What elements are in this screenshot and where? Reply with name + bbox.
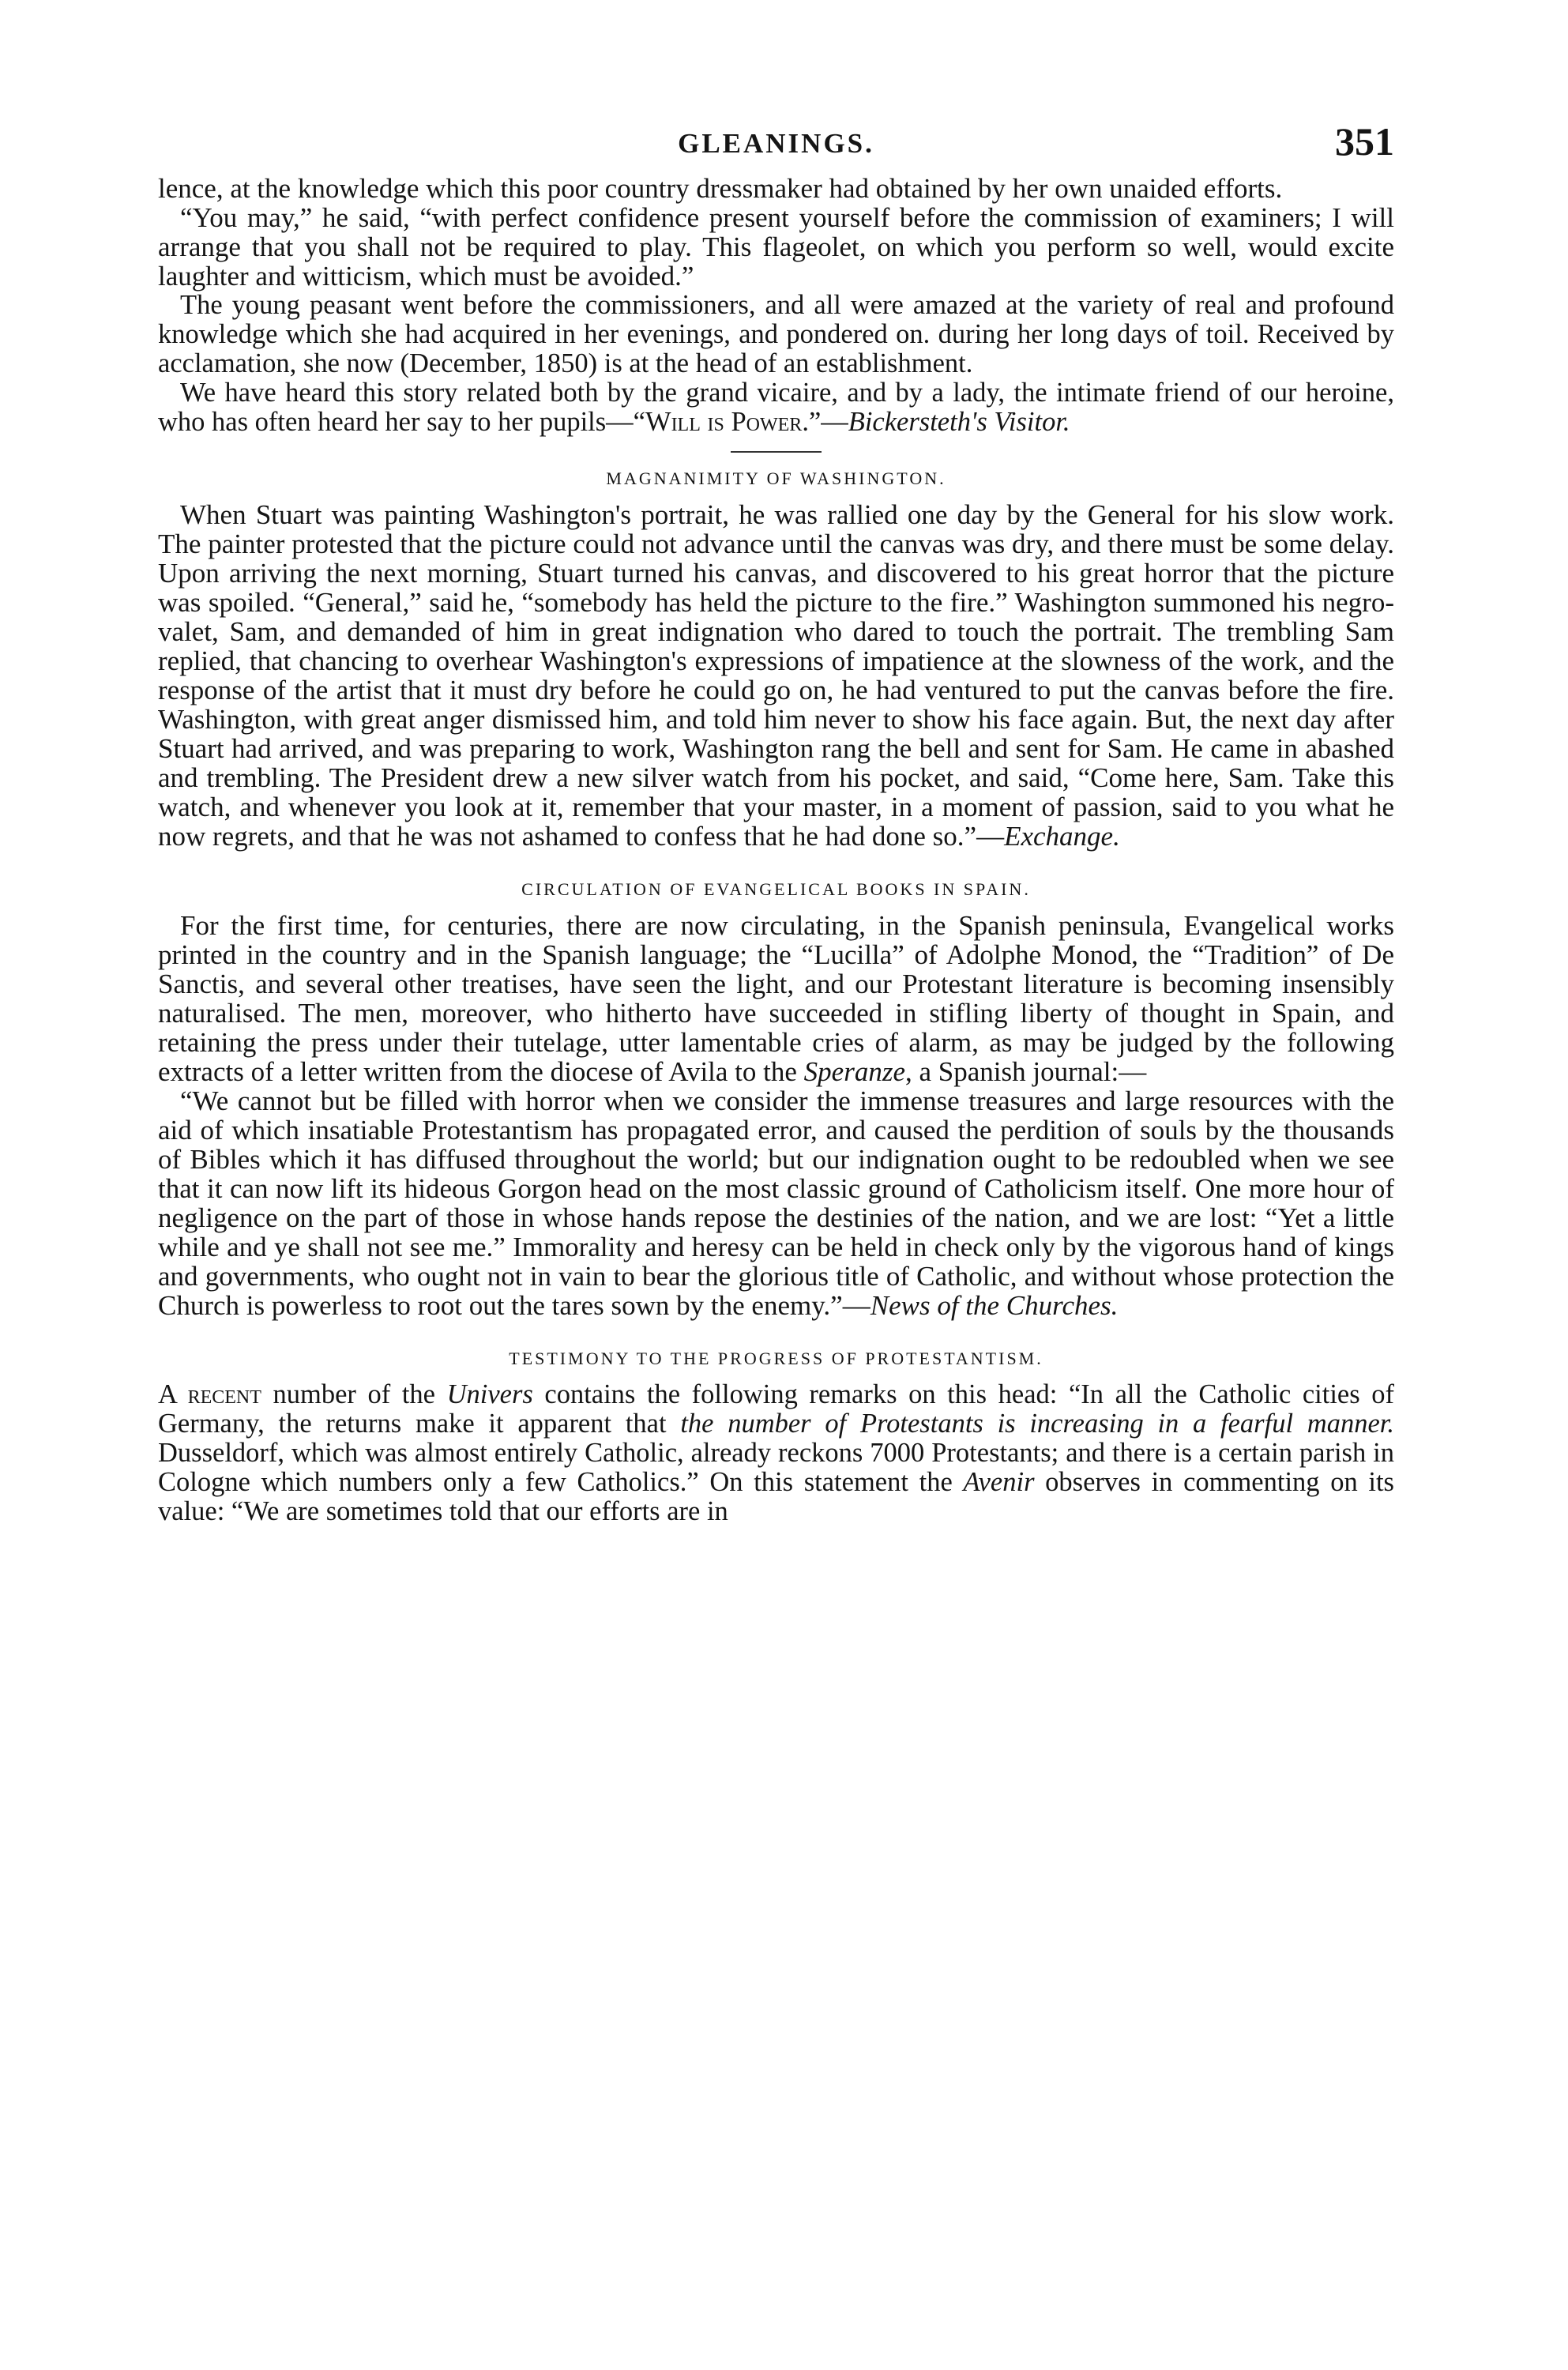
- article-washington: [158, 468, 1394, 851]
- page: [158, 118, 1394, 1526]
- running-head: [158, 118, 1394, 174]
- section-divider: [731, 451, 822, 453]
- journal-title: Avenir: [963, 1467, 1035, 1497]
- paragraph-text: Dusseldorf, which was almost entirely Catholic, already reckons 7000 Protestants; and there is a certain parish in Cologne which numbers only a few Catholics.” On this statement the: [158, 1438, 1394, 1497]
- article-heading: MAGNANIMITY OF WASHINGTON.: [606, 468, 946, 488]
- source-citation: Exchange.: [1004, 821, 1120, 852]
- paragraph: [158, 1380, 1394, 1526]
- article-heading: TESTIMONY TO THE PROGRESS OF PROTESTANTISM.: [509, 1349, 1043, 1368]
- running-title: GLEANINGS.: [678, 128, 874, 159]
- paragraph: [158, 1086, 1394, 1320]
- paragraph: The young peasant went before the commissioners, and all were amazed at the variety of real and profound knowledge which she had acquired in her evenings, and pondered on. during her long days of toil. Received by acclamation, she now (December, 1850) is at the head of an establishment.: [158, 290, 1394, 378]
- paragraph-text: We have heard this story related both by the grand vicaire, and by a lady, the intimate friend of our heroine, who has often heard her say to her pupils—“: [158, 378, 1394, 437]
- small-caps-text: Will is Power: [645, 407, 803, 437]
- paragraph: lence, at the knowledge which this poor country dressmaker had obtained by her own unaided efforts.: [158, 173, 1283, 204]
- journal-title: Speranze: [803, 1056, 905, 1087]
- paragraph-text: When Stuart was painting Washington's portrait, he was rallied one day by the General for his slow work. The painter protested that the picture could not advance until the canvas was dry, and there must be some delay. Upon arriving the next morning, Stuart turned his canvas, and discovered to his great horror that the picture was spoiled. “General,” said he, “somebody has held the picture to the fire.” Washington summoned his negro-valet, Sam, and demanded of him in great indignation who dared to touch the portrait. The trembling Sam replied, that chancing to overhear Washington's expressions of impatience at the slowness of the work, and the response of the artist that it must dry before he could go on, he had ventured to put the canvas before the fire. Washington, with great anger dismissed him, and told him never to show his face again. But, the next day after Stuart had arrived, and was preparing to work, Washington rang the bell and sent for Sam. He came in abashed and trembling. The President drew a new silver watch from his pocket, and said, “Come here, Sam. Take this watch, and whenever you look at it, remember that your master, in a moment of passion, said to you what he now regrets, and that he was not ashamed to confess that he had done so.”—: [158, 499, 1394, 852]
- paragraph-text: .”—: [802, 407, 848, 437]
- lead-words: A recent: [158, 1379, 261, 1409]
- paragraph-text: “We cannot but be filled with horror when we consider the immense treasures and large resources with the aid of which insatiable Protestantism has propagated error, and caused the perdition of souls by the thousands of Bibles which it has diffused throughout the world; but our indignation ought to be redoubled when we see that it can now lift its hideous Gorgon head on the most classic ground of Catholicism itself. One more hour of negligence on the part of those in whose hands repose the destinies of the nation, and we are lost: “Yet a little while and ye shall not see me.” Immorality and heresy can be held in check only by the vigorous hand of kings and governments, who ought not in vain to bear the glorious title of Catholic, and without whose protection the Church is powerless to root out the tares sown by the enemy.”—: [158, 1085, 1394, 1321]
- paragraph: [158, 500, 1394, 851]
- source-citation: News of the Churches.: [870, 1290, 1119, 1321]
- paragraph: [158, 911, 1394, 1086]
- page-number: 351: [1335, 119, 1394, 164]
- paragraph-text: contains the following remarks on this head: “In all the Catholic cities of Germany, the returns make it apparent that: [158, 1379, 1394, 1439]
- paragraph-text: For the first time, for centuries, there are now circulating, in the Spanish peninsula, Evangelical works printed in the country and in the Spanish language; the “Lucilla” of Adolphe Monod, the “Tradition” of De Sanctis, and several other treatises, have seen the light, and our Protestant literature is becoming insensibly naturalised. The men, moreover, who hitherto have succeeded in stifling liberty of thought in Spain, and retaining the press under their tutelage, utter lamentable cries of alarm, as may be judged by the following extracts of a letter written from the diocese of Avila to the: [158, 910, 1394, 1087]
- italic-quote: the number of Protestants is increasing in a fearful manner.: [680, 1409, 1394, 1439]
- article-protestantism: [158, 1349, 1394, 1526]
- source-citation: Bickersteth's Visitor.: [848, 407, 1070, 437]
- paragraph-text: observes in commenting on its value: “We are sometimes told that our efforts are in: [158, 1467, 1394, 1526]
- article-heading: CIRCULATION OF EVANGELICAL BOOKS IN SPAIN.: [521, 879, 1031, 899]
- article-continuation: [158, 174, 1394, 437]
- article-spain: [158, 879, 1394, 1320]
- paragraph: “You may,” he said, “with perfect confidence present yourself before the commission of examiners; I will arrange that you shall not be required to play. This flageolet, on which you perform so well, would excite laughter and witticism, which must be avoided.”: [158, 202, 1394, 292]
- paragraph-text: , a Spanish journal:—: [904, 1056, 1147, 1087]
- journal-title: Univers: [446, 1379, 533, 1409]
- paragraph: [158, 378, 1394, 437]
- paragraph-text: number of the: [261, 1379, 447, 1409]
